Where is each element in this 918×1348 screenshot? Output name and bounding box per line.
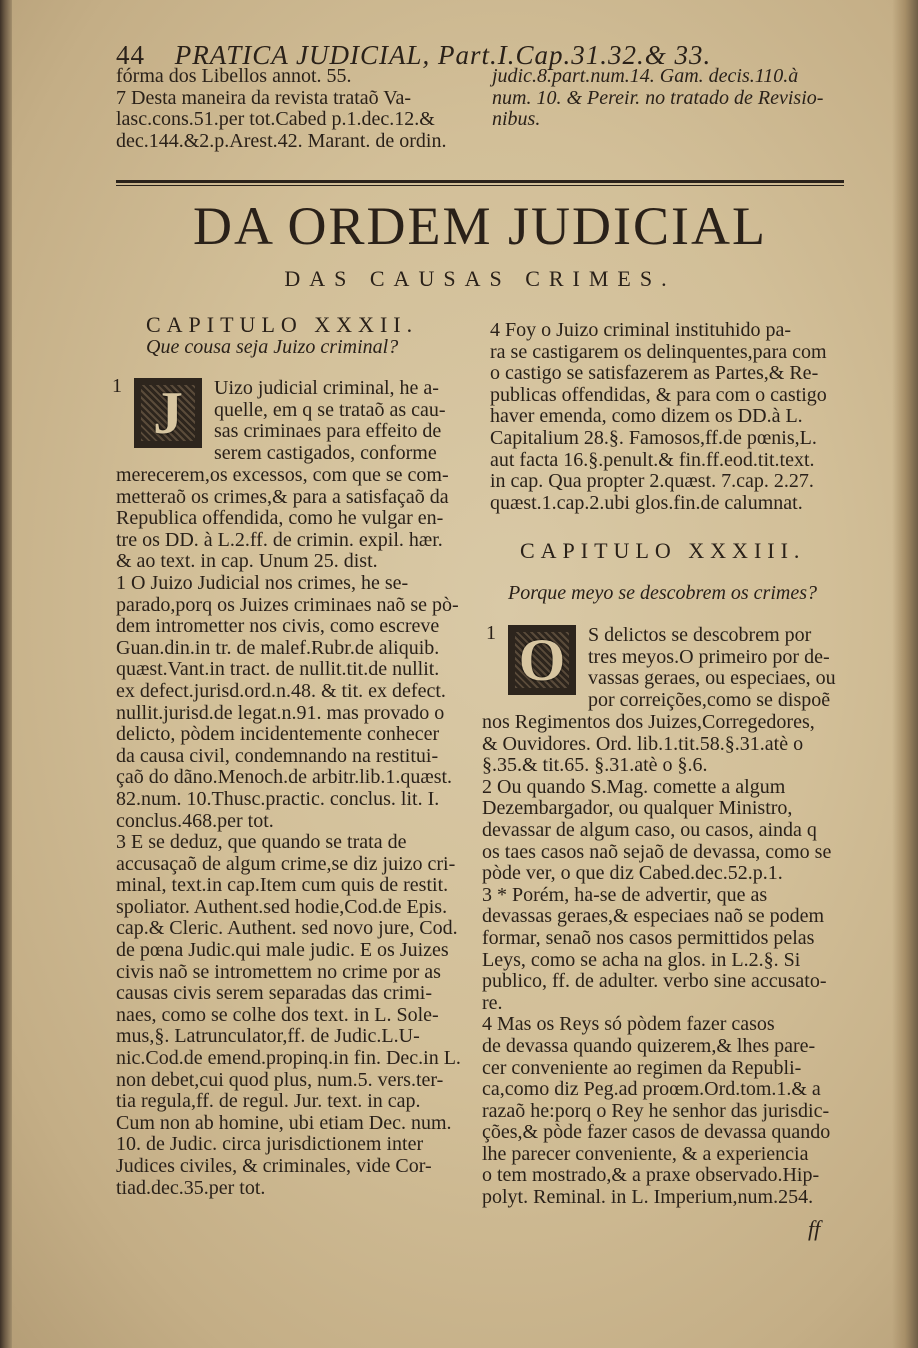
text-line: publicas offendidas, & para com o castigo xyxy=(490,383,827,406)
text-line: nibus. xyxy=(492,108,541,131)
text-line: parado,porq os Juizes criminaes naõ se pò- xyxy=(116,593,459,616)
text-line: fórma dos Libellos annot. 55. xyxy=(116,65,352,87)
text-line: da causa civil, condemnando na restitui- xyxy=(116,744,439,767)
text-line: num. 10. & Pereir. no tratado de Revisio- xyxy=(492,86,824,109)
text-line: tiad.dec.35.per tot. xyxy=(116,1176,266,1199)
text-line: lhe parecer conveniente, & a experiencia xyxy=(482,1142,809,1165)
right-column-body xyxy=(482,712,854,1209)
binding-gutter xyxy=(0,0,12,1348)
text-line: non debet,cui quod plus, num.5. vers.ter- xyxy=(116,1068,444,1091)
text-line: Cum non ab homine, ubi etiam Dec. num. xyxy=(116,1111,452,1134)
text-line: mus,§. Latrunculator,ff. de Judic.L.U- xyxy=(116,1025,420,1048)
main-title: DA ORDEM JUDICIAL xyxy=(193,196,767,256)
text-line: dem intrometter nos civis, como escreve xyxy=(116,615,440,638)
right-paragraph-4 xyxy=(490,320,854,514)
text-line: Uizo judicial criminal, he a- xyxy=(214,377,439,399)
page-number: 44 xyxy=(116,40,145,70)
top-right-continuation xyxy=(492,66,852,131)
text-line: quæst.1.cap.2.ubi glos.fin.de calumnat. xyxy=(490,491,803,514)
text-line: devassas geraes,& especiaes naõ se podem xyxy=(482,905,825,928)
text-line: cap.& Cleric. Authent. sed novo jure, Cod. xyxy=(116,917,458,940)
text-line: re. xyxy=(482,991,503,1014)
text-line: 3 * Porém, ha-se de advertir, que as xyxy=(482,883,768,906)
paragraph-marker: 1 xyxy=(112,375,122,397)
text-line: S delictos se descobrem por xyxy=(588,624,812,646)
chapter-subtitle-xxxii: Que cousa seja Juizo criminal? xyxy=(146,336,399,358)
text-line: formar, senaõ nos casos permittidos pelas xyxy=(482,926,815,949)
text-line: 2 Ou quando S.Mag. comette a algum xyxy=(482,775,786,798)
text-line: de devassa quando quizerem,& lhes pare- xyxy=(482,1034,816,1057)
sub-title: DAS CAUSAS CRIMES. xyxy=(284,266,676,291)
text-line: ções,& pòde fazer casos de devassa quando xyxy=(482,1121,831,1144)
text-line: tres meyos.O primeiro por de- xyxy=(588,645,830,668)
text-line: judic.8.part.num.14. Gam. decis.110.à xyxy=(492,65,799,87)
right-dropcap-text xyxy=(588,625,854,711)
text-line: quelle, em q se trataõ as cau- xyxy=(214,398,446,421)
text-line: 4 Mas os Reys só pòdem fazer casos xyxy=(482,1013,775,1036)
text-line: & Ouvidores. Ord. lib.1.tit.58.§.31.atè o xyxy=(482,732,804,755)
text-line: metteraõ os crimes,& para a satisfaçaõ da xyxy=(116,485,449,508)
text-line: causas civis serem separadas das crimi- xyxy=(116,982,432,1005)
text-line: sas criminaes para effeito de xyxy=(214,420,442,443)
text-line: dec.144.&2.p.Arest.42. Marant. de ordin. xyxy=(116,129,447,152)
text-line: Capitalium 28.§. Famosos,ff.de pœnis,L. xyxy=(490,426,817,449)
text-line: Leys, como se acha na glos. in L.2.§. Si xyxy=(482,948,801,971)
initial-letter: J xyxy=(153,380,183,446)
text-line: in cap. Qua propter 2.quæst. 7.cap. 2.27. xyxy=(490,470,814,493)
catchword: ff xyxy=(808,1216,821,1241)
top-left-continuation xyxy=(116,66,482,152)
page-edge xyxy=(892,0,918,1348)
chapter-heading-xxxii: CAPITULO XXXII. xyxy=(146,312,419,337)
text-line: devassar de algum caso, ou casos, ainda q xyxy=(482,818,817,841)
text-line: ra se castigarem os delinquentes,para com xyxy=(490,340,827,363)
initial-letter: O xyxy=(518,627,566,693)
text-line: aut facta 16.§.penult.& fin.ff.eod.tit.text. xyxy=(490,448,815,471)
chapter-subtitle-xxxiii: Porque meyo se descobrem os crimes? xyxy=(508,582,817,604)
text-line: 1 O Juizo Judicial nos crimes, he se- xyxy=(116,571,409,594)
text-line: 7 Desta maneira da revista trataõ Va- xyxy=(116,86,412,109)
text-line: quæst.Vant.in tract. de nullit.tit.de nullit. xyxy=(116,658,440,681)
text-line: o tem mostrado,& a praxe observado.Hip- xyxy=(482,1164,820,1187)
section-rule xyxy=(116,180,844,183)
text-line: çaõ do dãno.Menoch.de arbitr.lib.1.quæst. xyxy=(116,766,453,789)
chapter-heading-xxxiii: CAPITULO XXXIII. xyxy=(520,538,806,563)
text-line: delicto, pòdem incidentemente conhecer xyxy=(116,723,440,746)
text-line: 3 E se deduz, que quando se trata de xyxy=(116,831,407,854)
text-line: polyt. Reminal. in L. Imperium,num.254. xyxy=(482,1186,814,1209)
text-line: tia regula,ff. de regul. Jur. text. in cap. xyxy=(116,1090,421,1113)
text-line: Judices civiles, & criminales, vide Cor- xyxy=(116,1155,432,1177)
text-line: serem castigados, conforme xyxy=(214,441,437,464)
text-line: haver emenda, como dizem os DD.à L. xyxy=(490,405,803,428)
decorated-initial-j xyxy=(134,378,202,448)
text-line: nic.Cod.de emend.propinq.in fin. Dec.in L. xyxy=(116,1047,461,1070)
running-title: PRATICA JUDICIAL, Part.I.Cap.31.32.& 33. xyxy=(174,40,712,70)
text-line: nullit.jurisd.de legat.n.91. mas provado o xyxy=(116,701,445,724)
decorated-initial-o xyxy=(508,625,576,695)
text-line: publico, ff. de adulter. verbo sine accusato- xyxy=(482,970,827,993)
text-line: civis naõ se intromettem no crime por as xyxy=(116,960,441,983)
text-line: §.35.& tit.65. §.31.atè o §.6. xyxy=(482,754,708,777)
text-line: merecerem,os excessos, com que se com- xyxy=(116,464,449,486)
text-line: cer conveniente ao regimen da Republi- xyxy=(482,1056,802,1079)
left-column-body xyxy=(116,465,476,1199)
text-line: pòde ver, o que diz Cabed.dec.52.p.1. xyxy=(482,862,783,885)
text-line: accusaçaõ de algum crime,se diz juizo cri- xyxy=(116,852,456,875)
text-line: Dezembargador, ou qualquer Ministro, xyxy=(482,797,793,820)
text-line: Guan.din.in tr. de malef.Rubr.de aliquib. xyxy=(116,636,440,659)
text-line: razaõ he:porq o Rey he senhor das jurisdic- xyxy=(482,1099,830,1122)
text-line: & ao text. in cap. Unum 25. dist. xyxy=(116,550,378,573)
section-rule-thin xyxy=(116,185,844,186)
text-line: naes, como se colhe dos text. in L. Sole- xyxy=(116,1003,439,1026)
text-line: ca,como diz Peg.ad proœm.Ord.tom.1.& a xyxy=(482,1078,821,1101)
text-line: ex defect.jurisd.ord.n.48. & tit. ex defect. xyxy=(116,679,446,702)
text-line: lasc.cons.51.per tot.Cabed p.1.dec.12.& xyxy=(116,108,435,131)
text-line: nos Regimentos dos Juizes,Corregedores, xyxy=(482,711,815,733)
text-line: vassas geraes, ou especiaes, ou xyxy=(588,667,836,690)
text-line: Republica offendida, como he vulgar en- xyxy=(116,507,444,530)
text-line: spoliator. Authent.sed hodie,Cod.de Epis. xyxy=(116,895,448,918)
text-line: 4 Foy o Juizo criminal instituhido pa- xyxy=(490,319,792,341)
text-line: tre os DD. à L.2.ff. de crimin. expil. hær. xyxy=(116,528,443,551)
text-line: os taes casos naõ sejaõ de devassa, como se xyxy=(482,840,832,863)
text-line: o castigo se satisfazerem as Partes,& Re- xyxy=(490,362,819,385)
text-line: 10. de Judic. circa jurisdictionem inter xyxy=(116,1133,424,1156)
text-line: conclus.468.per tot. xyxy=(116,809,274,832)
text-line: de pœna Judic.qui male judic. E os Juizes xyxy=(116,939,449,962)
paragraph-marker: 1 xyxy=(486,622,496,644)
left-dropcap-text xyxy=(214,378,476,464)
text-line: minal, text.in cap.Item cum quis de restit. xyxy=(116,874,449,897)
text-line: 82.num. 10.Thusc.practic. conclus. lit. I. xyxy=(116,787,440,810)
text-line: por correições,como se dispoẽ xyxy=(588,688,831,711)
